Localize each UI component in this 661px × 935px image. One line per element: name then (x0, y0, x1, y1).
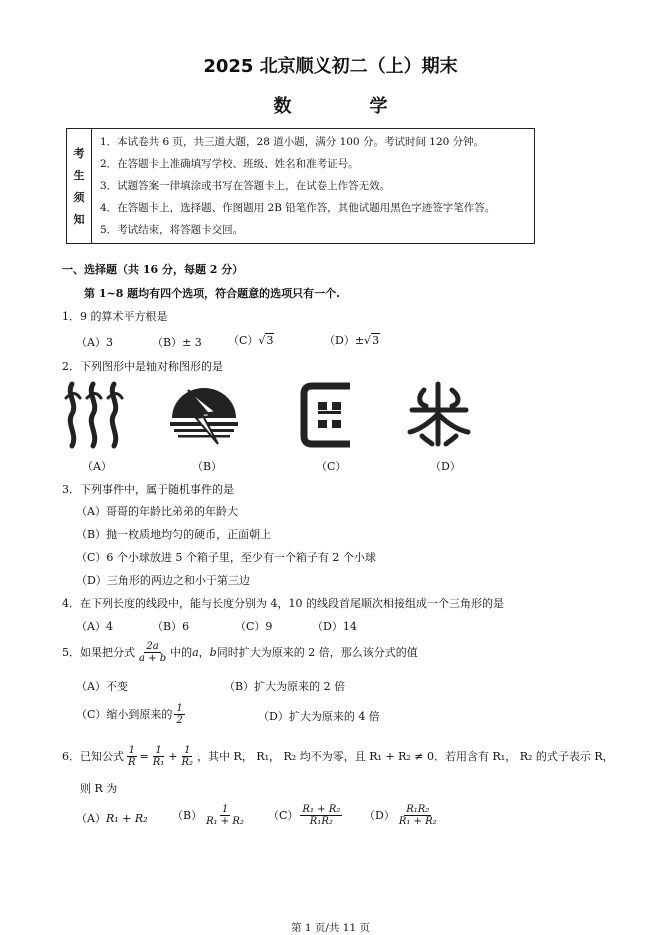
notice-label-char: 须 (73, 191, 85, 204)
q6-f2-num: 1 (155, 745, 162, 756)
q5-fraction-num: 2a (146, 641, 159, 652)
q6-option-c-fraction (300, 804, 342, 827)
section-instruction: 第 1~8 题均有四个选项，符合题意的选项只有一个. (84, 287, 341, 300)
q4-option-c: （C）9 (235, 620, 273, 633)
q4-stem: 4．在下列长度的线段中，能与长度分别为 4，10 的线段首尾顺次相接组成一个三角形的是 (62, 597, 504, 610)
q2-stem: 2．下列图形中是轴对称图形的是 (62, 360, 223, 373)
q5-option-d: （D）扩大为原来的 4 倍 (258, 710, 380, 723)
wavy-lines-icon (62, 380, 124, 450)
notice-label-char: 生 (73, 169, 85, 182)
q6-stem-mid: ，其中 R， R₁， R₂ 均不为零，且 R₁ + R₂ ≠ 0．若用含有 R₁， R₂ 的式子表示 R， (197, 749, 614, 763)
q6-fraction-3 (180, 745, 196, 768)
q3-stem: 3．下列事件中，属于随机事件的是 (62, 483, 234, 496)
q5-option-a: （A）不变 (76, 680, 128, 693)
notice-item: 1．本试卷共 6 页，共三道大题，28 道小题，满分 100 分。考试时间 120 分钟。 (100, 136, 485, 148)
notice-label-char: 知 (73, 213, 85, 226)
notice-items (92, 129, 534, 243)
q6-option-c-num: R₁ + R₂ (302, 804, 341, 815)
q1-option-d-radicand: 3 (372, 334, 380, 347)
q3-option-c: （C）6 个小球放进 5 个箱子里，至少有一个箱子有 2 个小球 (76, 551, 376, 564)
q6-option-b-fraction (204, 804, 246, 827)
q6-fraction-1 (126, 745, 138, 768)
notice-item: 3．试题答案一律填涂或书写在答题卡上，在试卷上作答无效。 (100, 180, 391, 192)
sun-bird-emblem-icon (166, 384, 242, 448)
q6-equals: = (139, 749, 149, 763)
q5-stem-post1: 中的 (170, 645, 193, 659)
q6-option-a-expr: R₁ + R₂ (105, 812, 148, 825)
q2-label-d: （D） (430, 460, 461, 473)
q6-option-d-num: R₁R₂ (406, 804, 430, 815)
q3-option-b: （B）抛一枚质地均匀的硬币，正面朝上 (76, 528, 272, 541)
q6-option-a (76, 812, 148, 826)
q1-stem: 1．9 的算术平方根是 (62, 310, 168, 323)
q1-option-c-radicand: 3 (266, 334, 274, 347)
q6-option-b-den: R₁ + R₂ (206, 816, 244, 827)
q4-option-d: （D）14 (312, 620, 357, 633)
q1-option-d (324, 334, 380, 348)
q6-stem-pre: 6．已知公式 (62, 749, 124, 763)
q5-stem-post2: 同时扩大为原来的 2 倍，那么该分式的值 (216, 645, 418, 659)
q6-option-b (172, 804, 248, 827)
q2-label-b: （B） (192, 460, 223, 473)
q6-plus: + (168, 749, 178, 763)
q5-option-c-fraction (174, 703, 184, 726)
q6-option-d-den: R₁ + R₂ (398, 816, 437, 827)
q5-stem (62, 641, 418, 664)
q1-option-c-label: （C） (228, 334, 259, 347)
q2-label-c: （C） (316, 460, 347, 473)
q5-fraction-den: a + b (139, 653, 167, 664)
q3-option-a: （A）哥哥的年龄比弟弟的年龄大 (76, 505, 238, 518)
q6-f3-num: 1 (184, 745, 191, 756)
notice-item: 2．在答题卡上准确填写学校、班级、姓名和准考证号。 (100, 158, 359, 170)
q6-option-b-label: （B） (172, 808, 203, 822)
q5-option-c-text: （C）缩小到原来的 (76, 707, 173, 721)
q6-option-c-den: R₁R₂ (309, 816, 333, 827)
e-bracket-icon (300, 382, 358, 448)
q5-comma: ， (198, 645, 210, 659)
q5-option-c-den: 2 (176, 715, 183, 726)
q5-option-b: （B）扩大为原来的 2 倍 (224, 680, 346, 693)
q6-fraction-2 (151, 745, 167, 768)
q6-option-c-label: （C） (268, 808, 299, 822)
q6-f3-den: R₂ (181, 757, 194, 768)
sqrt-symbol: √3 (364, 334, 380, 347)
q5-var-b: b (209, 645, 217, 659)
q6-then: 则 R 为 (80, 782, 118, 795)
q6-option-d (364, 804, 441, 827)
q6-option-c (268, 804, 344, 827)
q5-option-c-num: 1 (176, 703, 183, 714)
notice-item: 5．考试结束，将答题卡交回。 (100, 224, 244, 236)
q1-option-b: （B）± 3 (152, 336, 202, 349)
notice-label (67, 129, 92, 243)
notice-item: 4．在答题卡上，选择题、作图题用 2B 铅笔作答，其他试题用黑色字迹签字笔作答。 (100, 202, 496, 214)
q5-stem-pre: 5．如果把分式 (62, 645, 135, 659)
q6-f1-den: R (128, 757, 136, 768)
q6-option-b-num: 1 (221, 804, 229, 815)
q6-stem (62, 745, 614, 768)
q6-f1-num: 1 (128, 745, 135, 756)
q6-option-d-label: （D） (364, 808, 395, 822)
q1-option-a: （A）3 (76, 336, 113, 349)
q1-option-d-label: （D）± (324, 334, 365, 347)
q6-f2-den: R₁ (152, 757, 165, 768)
exam-subject: 数 学 (273, 96, 418, 117)
exam-title: 2025 北京顺义初二（上）期末 (203, 56, 458, 77)
q4-option-a: （A）4 (76, 620, 113, 633)
q6-option-a-label: （A） (76, 812, 106, 825)
q3-option-d: （D）三角形的两边之和小于第三边 (76, 574, 250, 587)
q4-option-b: （B）6 (152, 620, 190, 633)
section-heading: 一、选择题（共 16 分，每题 2 分） (62, 263, 244, 276)
notice-label-char: 考 (73, 147, 85, 160)
notice-box (66, 128, 535, 244)
q6-option-d-fraction (397, 804, 439, 827)
page-footer: 第 1 页/共 11 页 (291, 922, 370, 934)
sqrt-symbol: √3 (258, 334, 274, 347)
q5-var-a: a (192, 645, 199, 659)
q5-fraction (137, 641, 168, 664)
q5-option-c (76, 703, 187, 726)
seal-character-icon (404, 380, 474, 448)
q1-option-c (228, 334, 274, 348)
q2-label-a: （A） (82, 460, 112, 473)
